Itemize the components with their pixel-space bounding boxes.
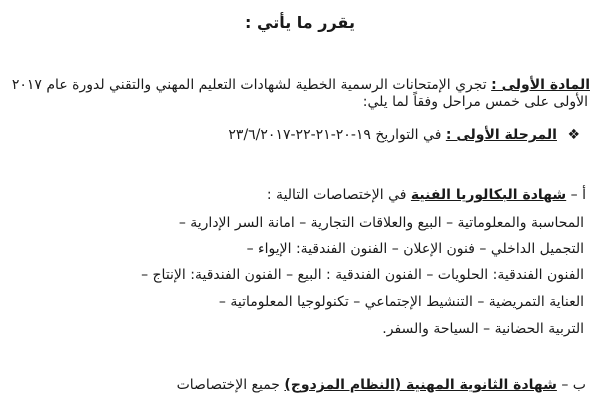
diamond-bullet-icon: ❖ <box>567 127 580 143</box>
specialty-line: العناية التمريضية – التنشيط الإجتماعي – تكنولوجيا المعلوماتية – <box>218 294 584 310</box>
section-a-prefix: أ – <box>570 187 586 203</box>
article-one-text: تجري الإمتحانات الرسمية الخطية لشهادات التعليم المهني والتقني لدورة عام ٢٠١٧ <box>11 77 487 93</box>
article-one-continuation: الأولى على خمس مراحل وفقاً لما يلي: <box>362 94 588 110</box>
specialty-line: المحاسبة والمعلوماتية – البيع والعلاقات التجارية – امانة السر الإدارية – <box>178 215 584 231</box>
section-a-heading <box>267 186 586 204</box>
section-a-suffix: في الإختصاصات التالية : <box>266 187 407 203</box>
stage-one-label: المرحلة الأولى : <box>445 127 557 143</box>
specialty-line: التربية الحضانية – السياحة والسفر. <box>382 321 584 337</box>
stage-one-dates: في التواريخ ١٩-٢٠-٢١-٢٢-٢٣/٦/٢٠١٧ <box>228 127 442 143</box>
section-b-label: شهادة الثانوية المهنية (النظام المزدوج) <box>284 377 557 393</box>
section-b-suffix: جميع الإختصاصات <box>176 377 280 393</box>
specialty-line: الفنون الفندقية: الحلويات – الفنون الفندقية : البيع – الفنون الفندقية: الإنتاج – <box>141 267 584 283</box>
section-b-prefix: ب – <box>561 377 586 393</box>
decision-heading: يقرر ما يأتي : <box>245 13 355 32</box>
section-b-heading <box>177 376 586 394</box>
article-one-label: المادة الأولى : <box>491 77 590 93</box>
stage-one <box>228 126 580 144</box>
specialty-line: التجميل الداخلي – فنون الإعلان – الفنون الفندقية: الإيواء – <box>246 241 584 257</box>
section-a-label: شهادة البكالوريا الفنية <box>410 187 567 203</box>
article-one <box>12 76 590 94</box>
